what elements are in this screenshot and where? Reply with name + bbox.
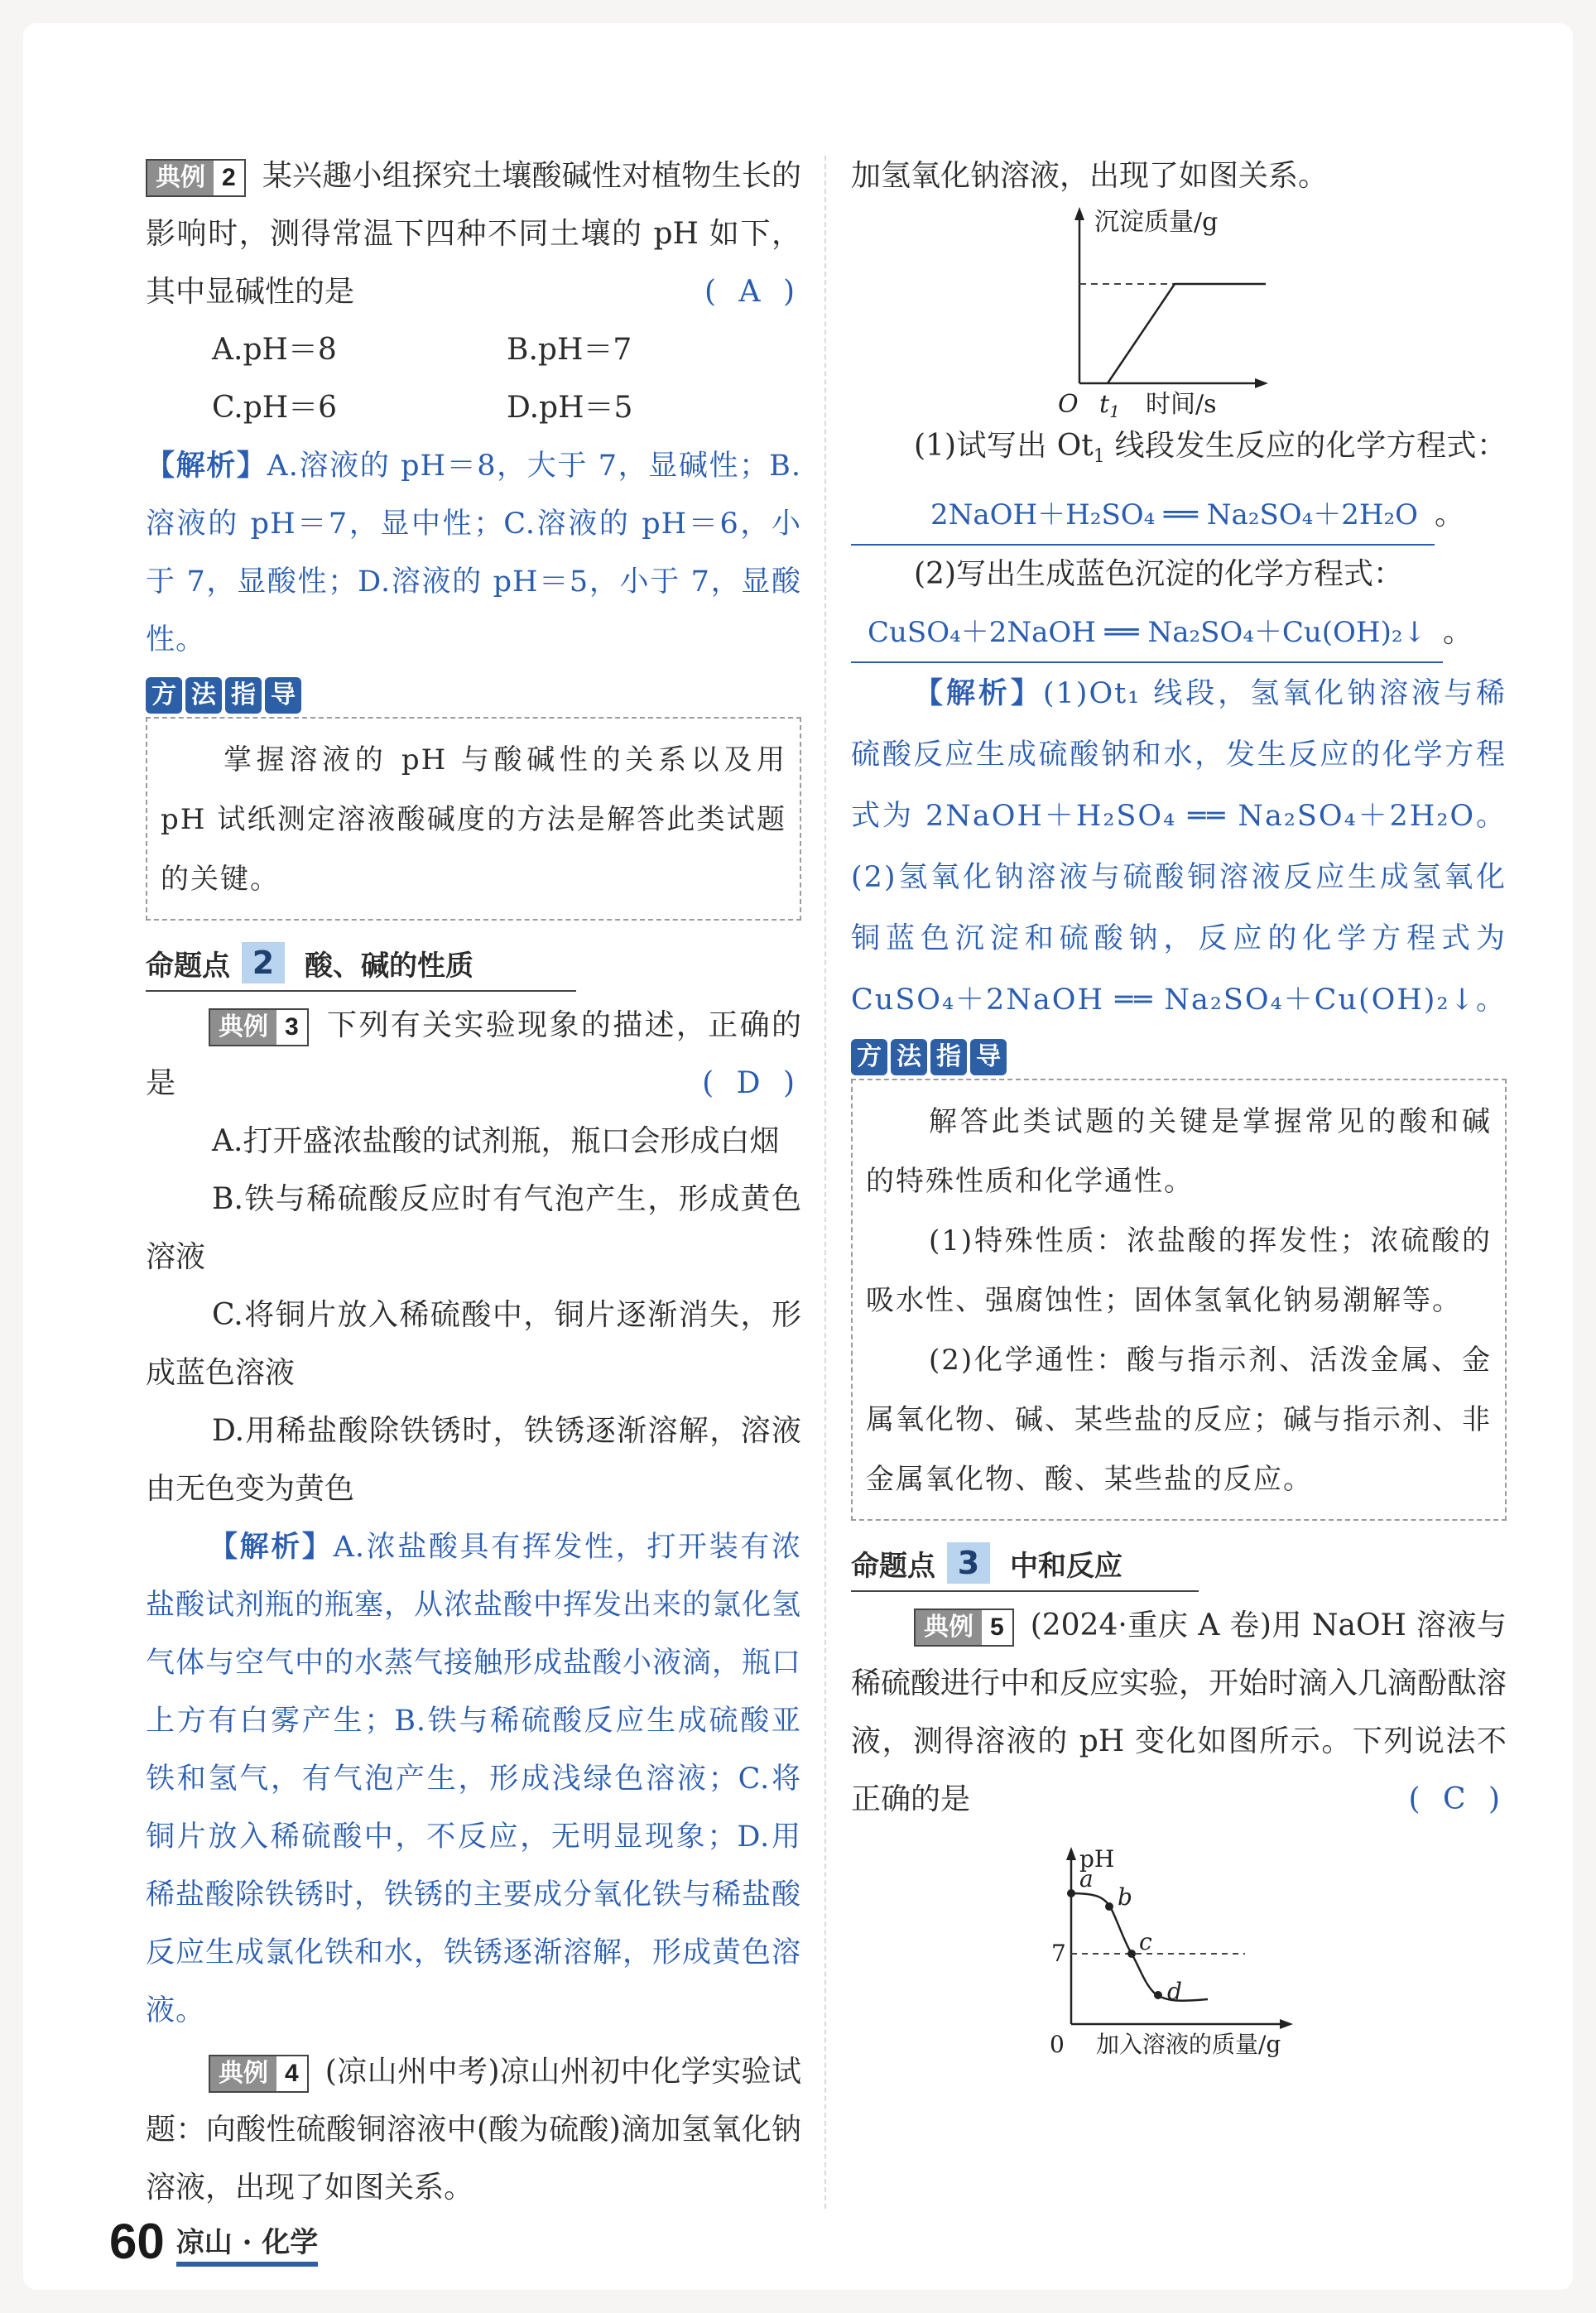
example-4-q2: (2)写出生成蓝色沉淀的化学方程式：: [914, 557, 1403, 592]
example-4-question-continued: 加氢氧化钠溶液，出现了如图关系。: [851, 159, 1329, 193]
example-2-options-row1: [146, 321, 801, 379]
y-axis-arrow: [1074, 207, 1084, 220]
right-column: [851, 147, 1507, 2057]
example-3-analysis: 【解析】A.浓盐酸具有挥发性，打开装有浓盐酸试剂瓶的瓶塞，从浓盐酸中挥发出来的氯化氢气体与空气中的水蒸气接触形成盐酸小液滴，瓶口上方有白雾产生；B.铁与稀硫酸反应生成硫酸亚铁和氢气，有气泡产生，形成浅绿色溶液；C.将铜片放入稀硫酸中，不反应，无明显现象；D.用稀盐酸除铁锈时，铁锈的主要成分氧化铁与稀盐酸反应生成氯化铁和水，铁锈逐渐溶解，形成黄色溶液。: [146, 1530, 802, 2027]
example-5-question: 典例 5 (2024·重庆 A 卷)用 NaOH 溶液与稀硫酸进行中和反应实验，开始时滴入几滴酚酞溶液，测得溶液的 pH 变化如图所示。下列说法不正确的是 ( C ): [851, 1609, 1507, 1817]
topic-2-heading: 命题点 2 酸、碱的性质: [146, 935, 576, 992]
example-2-badge: 典例 2: [146, 159, 246, 197]
ph-origin: 0: [1050, 2031, 1065, 2059]
example-2-question: [146, 147, 801, 321]
example-2-options-row2: [146, 379, 801, 437]
column-divider: [824, 156, 826, 2209]
ph-x-axis-arrow: [1280, 2019, 1293, 2029]
example-4-question-start: 典例 4 (凉山州中考)凉山州初中化学实验试题：向酸性硫酸铜溶液中(酸为硫酸)滴加氢氧化钠溶液，出现了如图关系。: [146, 2055, 801, 2205]
chart-t1: $t_1$: [1099, 390, 1120, 421]
label-c: c: [1139, 1928, 1152, 1956]
ph-tick-7: 7: [1051, 1940, 1066, 1968]
method-guide-text-1: 掌握溶液的 pH 与酸碱性的关系以及用 pH 试纸测定溶液酸碱度的方法是解答此类试题的关键。: [161, 743, 786, 896]
example-4-q2-answer-line: CuSO₄＋2NaOH ══ Na₂SO₄＋Cu(OH)₂↓ 。: [851, 603, 1507, 663]
example-5-badge: 典例 5: [914, 1609, 1014, 1647]
point-a: [1067, 1889, 1075, 1897]
option-b: B.pH＝7: [507, 333, 632, 367]
example-3-option-a: A.打开盛浓盐酸的试剂瓶，瓶口会形成白烟: [212, 1124, 780, 1158]
topic-3-heading: 命题点 3 中和反应: [851, 1536, 1199, 1592]
precipitate-line: [1108, 284, 1266, 383]
example-4-analysis: 【解析】(1)Ot₁ 线段，氢氧化钠溶液与稀硫酸反应生成硫酸钠和水，发生反应的化学方程式为 2NaOH＋H₂SO₄ ══ Na₂SO₄＋2H₂O。(2)氢氧化钠溶液与硫酸铜溶液反应生成氢氧化铜蓝色沉淀和硫酸钠，反应的化学方程式为 CuSO₄＋2NaOH ══ Na₂SO₄＋Cu(OH)₂↓。: [851, 676, 1507, 1017]
option-c: C.pH＝6: [212, 391, 338, 425]
ph-chart: [1038, 1842, 1320, 2057]
method-guide-text-2a: 解答此类试题的关键是掌握常见的酸和碱的特殊性质和化学通性。: [866, 1105, 1492, 1199]
point-c: [1127, 1950, 1136, 1958]
label-b: b: [1118, 1883, 1132, 1911]
option-a: A.pH＝8: [212, 333, 337, 367]
point-d: [1154, 1991, 1162, 1999]
chart-origin: O: [1058, 390, 1079, 419]
page-number: 60: [109, 2214, 165, 2269]
ph-ylabel: pH: [1079, 1845, 1115, 1873]
left-column: [146, 147, 802, 2205]
method-guide-title-2: 方 法 指 导: [851, 1039, 1507, 1075]
method-guide-box-1: [146, 717, 801, 921]
chart-ylabel: 沉淀质量/g: [1094, 208, 1219, 237]
option-d: D.pH＝5: [507, 391, 633, 425]
example-3-question: 典例 3 下列有关实验现象的描述，正确的是 ( D ): [146, 1008, 801, 1100]
ph-y-axis-arrow: [1066, 1847, 1076, 1860]
label-d: d: [1167, 1978, 1182, 2006]
ph-xlabel: 加入溶液的质量/g: [1096, 2031, 1281, 2059]
example-3-badge: 典例 3: [209, 1008, 309, 1046]
example-2-analysis: 【解析】A.溶液的 pH＝8，大于 7，显碱性；B.溶液的 pH＝7，显中性；C.溶液的 pH＝6，小于 7，显酸性；D.溶液的 pH＝5，小于 7，显酸性。: [146, 449, 801, 656]
method-guide-title-1: 方 法 指 导: [146, 677, 801, 714]
method-guide-box-2: [851, 1079, 1507, 1521]
example-4-badge: 典例 4: [209, 2055, 309, 2093]
page: [23, 23, 1573, 2290]
method-guide-text-2b: (1)特殊性质：浓盐酸的挥发性；浓硫酸的吸水性、强腐蚀性；固体氢氧化钠易潮解等。: [866, 1224, 1492, 1318]
q2-answer: CuSO₄＋2NaOH ══ Na₂SO₄＋Cu(OH)₂↓: [851, 603, 1443, 663]
precipitate-chart: [1046, 205, 1311, 421]
q1-answer: 2NaOH＋H₂SO₄ ══ Na₂SO₄＋2H₂O: [851, 486, 1435, 546]
method-guide-text-2c: (2)化学通性：酸与指示剂、活泼金属、金属氧化物、碱、某些盐的反应；碱与指示剂、非金属氧化物、酸、某些盐的反应。: [866, 1344, 1492, 1497]
example-4-q1: (1)试写出 $Ot_1$ 线段发生反应的化学方程式：2NaOH＋H₂SO₄ ══ Na₂SO₄＋2H₂O 。: [851, 417, 1507, 546]
x-axis-arrow: [1255, 378, 1268, 388]
label-a: a: [1079, 1865, 1094, 1893]
example-5-answer: ( C ): [1408, 1782, 1507, 1817]
example-3-answer: ( D ): [702, 1066, 801, 1100]
example-2-text: 某兴趣小组探究土壤酸碱性对植物生长的影响时，测得常温下四种不同土壤的 pH 如下，其中显碱性的是: [146, 159, 801, 309]
chart-xlabel: 时间/s: [1146, 390, 1217, 419]
point-b: [1105, 1902, 1113, 1911]
page-footer: [109, 2214, 319, 2269]
example-3-option-d: D.用稀盐酸除铁锈时，铁锈逐渐溶解，溶液由无色变为黄色: [146, 1414, 801, 1506]
example-3-option-b: B.铁与稀硫酸反应时有气泡产生，形成黄色溶液: [146, 1182, 801, 1274]
example-3-option-c: C.将铜片放入稀硫酸中，铜片逐渐消失，形成蓝色溶液: [146, 1298, 801, 1390]
example-2-answer: ( A ): [704, 275, 801, 309]
book-title: 凉山 · 化学: [176, 2229, 319, 2267]
